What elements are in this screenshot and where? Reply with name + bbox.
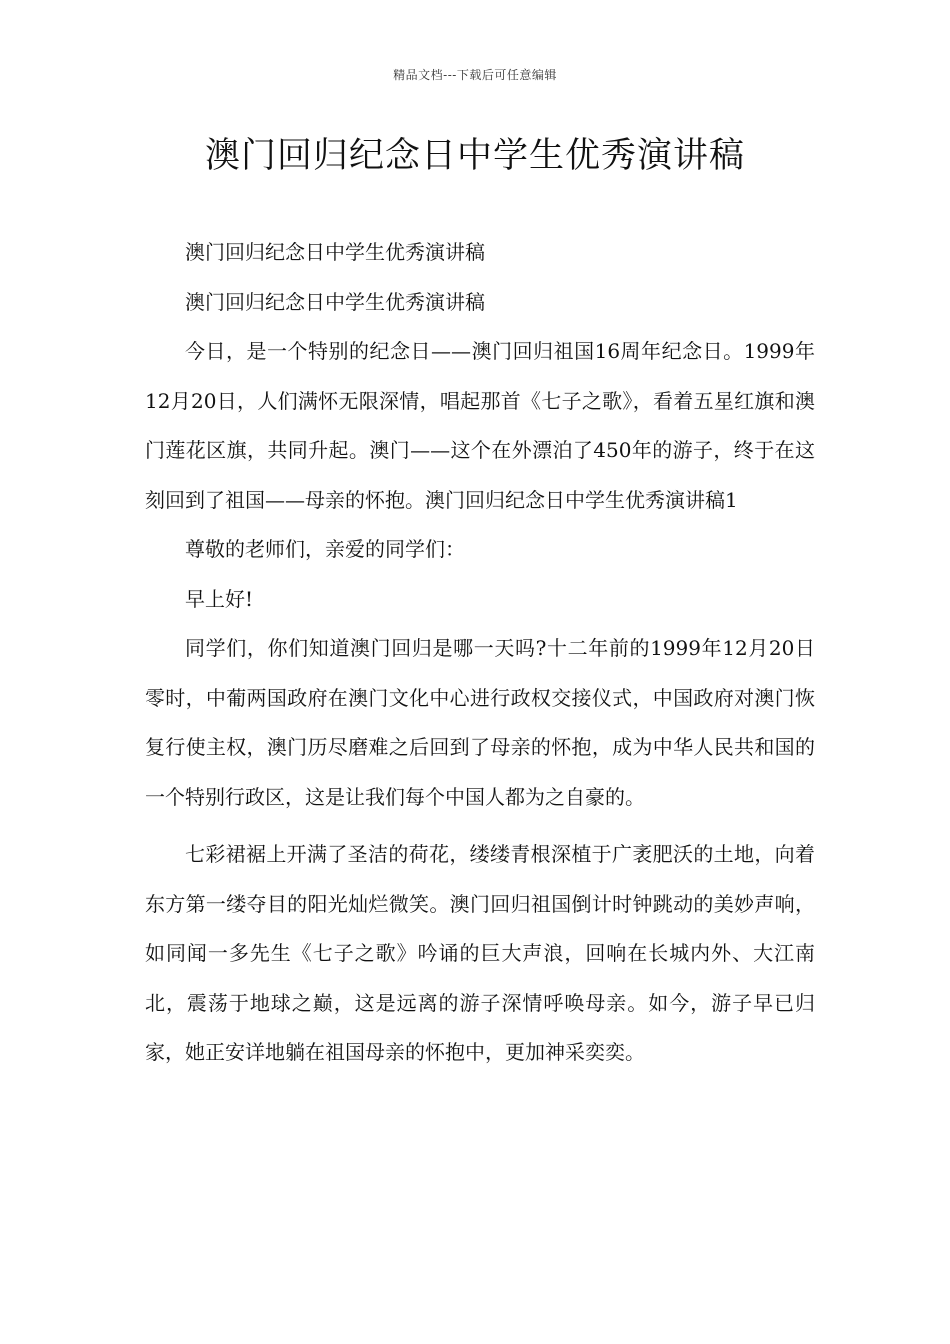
paragraph-subtitle-2: 澳门回归纪念日中学生优秀演讲稿 [185,289,485,314]
paragraph-lotus: 七彩裙裾上开满了圣洁的荷花，缕缕青根深植于广袤肥沃的土地，向着东方第一缕夺目的阳光灿烂微笑。澳门回归祖国倒计时钟跳动的美妙声响，如同闻一多先生《七子之歌》吟诵的巨大声浪，回响在长城内外、大江南北，震荡于地球之巅，这是远离的游子深情呼唤母亲。如今，游子早已归家，她正安详地躺在祖国母亲的怀抱中，更加神采奕奕。 [145,842,815,1064]
document-body [145,228,815,1078]
paragraph-intro: 今日，是一个特别的纪念日——澳门回归祖国16周年纪念日。1999年12月20日，人们满怀无限深情，唱起那首《七子之歌》，看着五星红旗和澳门莲花区旗，共同升起。澳门——这个在外漂泊了450年的游子，终于在这刻回到了祖国——母亲的怀抱。澳门回归纪念日中学生优秀演讲稿1 [145,339,815,512]
paragraph-subtitle-1: 澳门回归纪念日中学生优秀演讲稿 [185,240,485,264]
paragraph-greeting: 早上好! [185,586,254,611]
document-title: 澳门回归纪念日中学生优秀演讲稿 [204,136,745,176]
paragraph-history: 同学们，你们知道澳门回归是哪一天吗?十二年前的1999年12月20日零时，中葡两国政府在澳门文化中心进行政权交接仪式，中国政府对澳门恢复行使主权，澳门历尽磨难之后回到了母亲的怀抱，成为中华人民共和国的一个特别行政区，这是让我们每个中国人都为之自豪的。 [145,636,815,809]
paragraph-salutation: 尊敬的老师们，亲爱的同学们： [185,537,465,561]
header-note: 精品文档---下载后可任意编辑 [393,68,557,82]
